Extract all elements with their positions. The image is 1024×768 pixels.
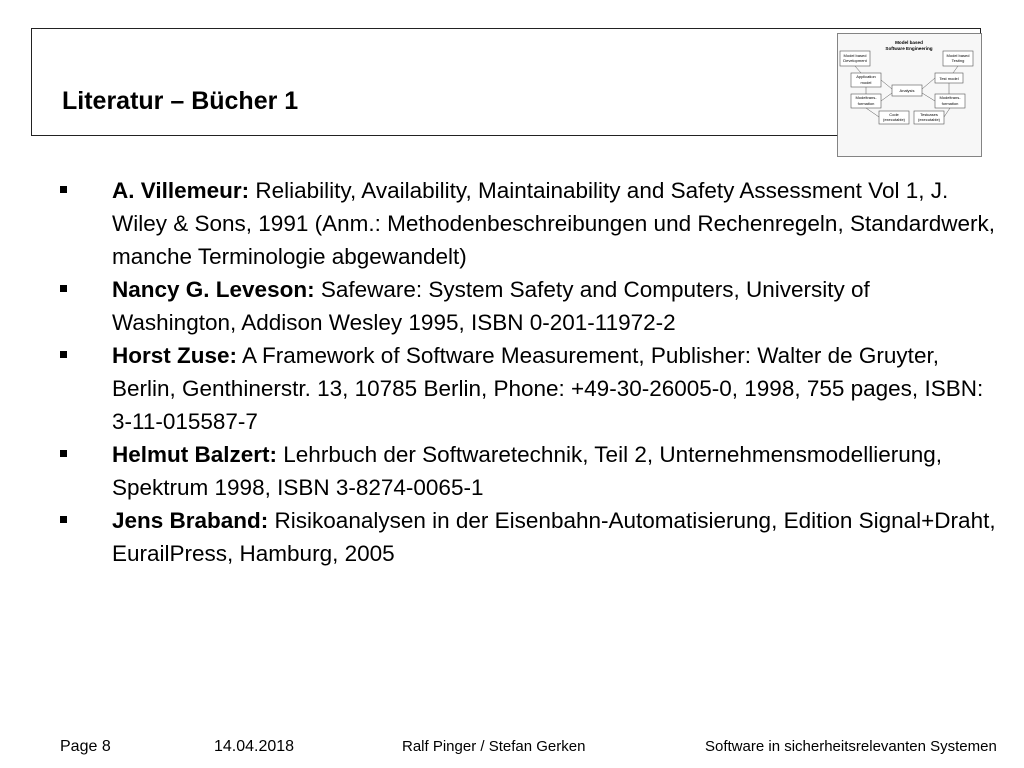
book-details: Reliability, Availability, Maintainability and Safety Assessment Vol 1, J. Wiley & Sons, 1991 (Anm.: Methodenbeschreibungen und Rechenregeln, Standardwerk, manche Terminologie abgewandelt) xyxy=(112,178,996,269)
slide-header xyxy=(31,28,981,136)
diagram-transform-right-line1: Modeltrans- xyxy=(939,95,961,100)
footer-date: 14.04.2018 xyxy=(214,738,295,755)
diagram-code-line2: (executable) xyxy=(882,117,906,122)
bullet-icon xyxy=(60,186,67,193)
bullet-icon xyxy=(60,450,67,457)
book-details: Safeware: System Safety and Computers, University of Washington, Addison Wesley 1995, ISBN 0-201-11972-2 xyxy=(112,277,870,335)
bullet-icon xyxy=(60,516,67,523)
footer-authors: Ralf Pinger / Stefan Gerken xyxy=(402,738,586,755)
diagram-transform-right-line2: formation xyxy=(941,101,959,106)
list-item xyxy=(60,438,1000,504)
diagram-app-model-line1: Application xyxy=(856,74,876,79)
diagram-analysis: Analysis xyxy=(899,88,915,93)
diagram-testing-line2: Testing xyxy=(951,58,965,63)
book-author: Jens Braband: xyxy=(112,508,269,533)
book-author: Horst Zuse: xyxy=(112,343,238,368)
footer-course: Software in sicherheitsrelevanten Systemen xyxy=(705,738,997,755)
mbse-diagram xyxy=(837,33,982,157)
diagram-testing-line1: Model based xyxy=(946,53,970,58)
bullet-icon xyxy=(60,351,67,358)
book-author: A. Villemeur: xyxy=(112,178,250,203)
book-author: Nancy G. Leveson: xyxy=(112,277,315,302)
diagram-testcases-line1: Testcases xyxy=(920,112,938,117)
bullet-icon xyxy=(60,285,67,292)
literature-list xyxy=(60,174,1000,570)
diagram-testcases-line2: (executable) xyxy=(917,117,941,122)
diagram-app-model-line2: model xyxy=(860,80,872,85)
footer-page: Page 8 xyxy=(60,738,111,755)
diagram-transform-left-line2: formation xyxy=(857,101,875,106)
list-item xyxy=(60,339,1000,438)
diagram-code-line1: Code xyxy=(889,112,899,117)
diagram-transform-left-line1: Modeltrans- xyxy=(855,95,877,100)
list-item xyxy=(60,504,1000,570)
slide-title: Literatur – Bücher 1 xyxy=(62,87,299,115)
book-details: Lehrbuch der Softwaretechnik, Teil 2, Unternehmensmodellierung, Spektrum 1998, ISBN 3-8274-0065-1 xyxy=(112,442,942,500)
diagram-development-line2: Development xyxy=(843,58,867,63)
book-author: Helmut Balzert: xyxy=(112,442,278,467)
book-details: A Framework of Software Measurement, Publisher: Walter de Gruyter, Berlin, Genthinerstr. 13, 10785 Berlin, Phone: +49-30-26005-0, 1998, 755 pages, ISBN: 3-11-015587-7 xyxy=(112,343,984,434)
diagram-development-line1: Model based xyxy=(843,53,867,58)
list-item xyxy=(60,174,1000,273)
diagram-title-line2: Software Engineering xyxy=(885,46,933,51)
book-details: Risikoanalysen in der Eisenbahn-Automatisierung, Edition Signal+Draht, EurailPress, Hamburg, 2005 xyxy=(112,508,996,566)
diagram-title-line1: Model based xyxy=(895,40,923,45)
list-item xyxy=(60,273,1000,339)
diagram-test-model: Test model xyxy=(939,76,959,81)
